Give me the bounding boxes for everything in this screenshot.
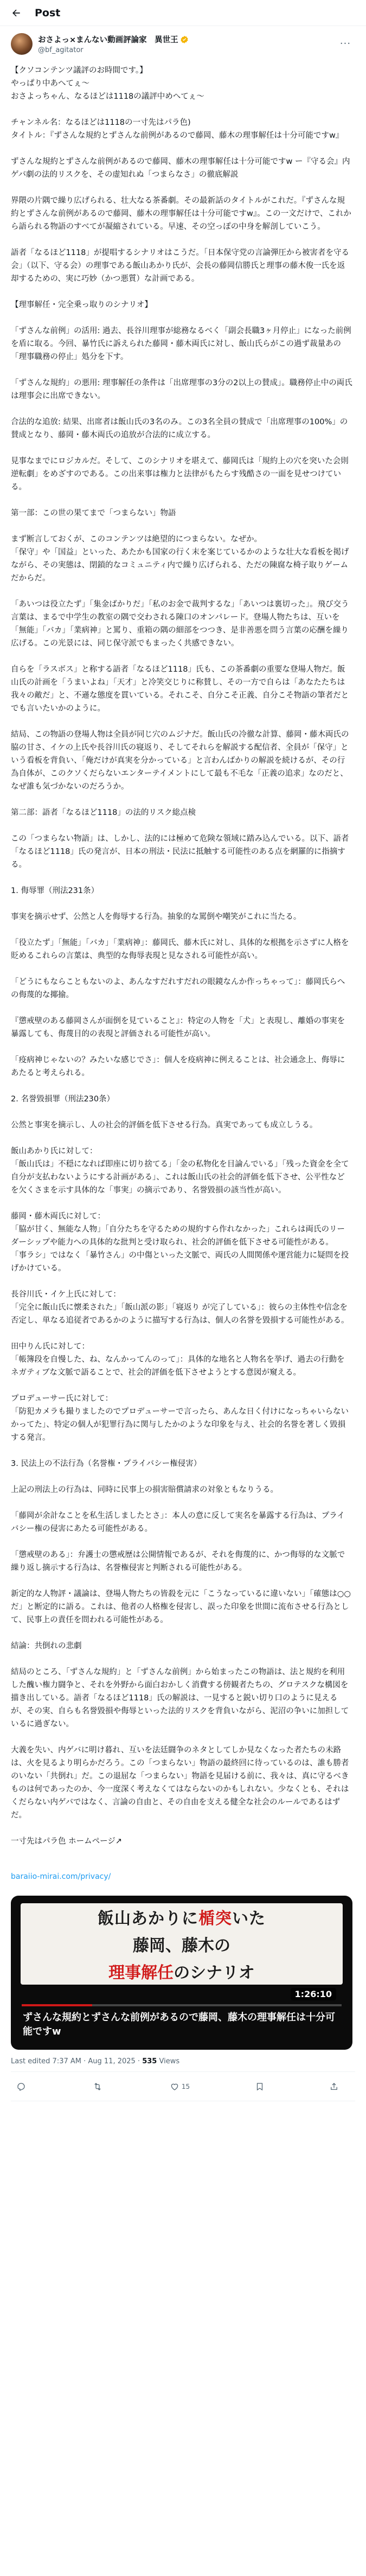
verified-badge-icon [180, 35, 189, 44]
share-button[interactable] [329, 2082, 339, 2092]
repost-icon [93, 2082, 102, 2092]
author-info [38, 34, 189, 54]
video-progress-fill [22, 2004, 92, 2006]
reply-button[interactable] [16, 2082, 28, 2092]
link-section [11, 1871, 352, 1883]
video-thumbnail [21, 1903, 343, 1985]
more-options-icon[interactable]: ··· [339, 37, 351, 49]
thumb-title-part1: 飯山あかりに [98, 1909, 198, 1928]
video-caption: ずさんな規約とずさんな前例があるので藤岡、藤木の理事解任は十分可能ですw [23, 2012, 335, 2037]
divider [11, 2071, 355, 2072]
post-timestamp[interactable]: Last edited 7:37 AM · Aug 11, 2025 · [11, 2057, 143, 2065]
thumb-title-line3a: 理事解任 [108, 1963, 174, 1982]
heart-icon [170, 2082, 179, 2092]
avatar[interactable] [11, 33, 33, 55]
page-title: Post [35, 7, 61, 19]
post-meta [11, 2057, 179, 2065]
repost-button[interactable] [93, 2082, 105, 2092]
arrow-left-icon [11, 8, 22, 18]
author-name[interactable]: おさよっ×まんない動画評論家 異世王 [38, 36, 178, 44]
like-button[interactable] [170, 2082, 190, 2092]
share-icon [329, 2082, 339, 2092]
video-progress-bar[interactable] [22, 2004, 342, 2006]
thumb-title-line2: 藤岡、藤木の [133, 1936, 230, 1955]
video-player[interactable] [11, 1896, 352, 2050]
thumb-title-highlight: 楯突 [198, 1909, 232, 1928]
views-label: Views [157, 2057, 180, 2065]
external-link[interactable]: baraiio-mirai.com/privacy/ [11, 1872, 111, 1881]
thumb-title-line3b: のシナリオ [174, 1963, 255, 1982]
video-duration: 1:26:10 [291, 1988, 336, 2000]
bookmark-button[interactable] [255, 2082, 265, 2092]
thumb-title-part2: いた [232, 1909, 266, 1928]
action-bar [11, 2078, 355, 2095]
top-bar [0, 0, 366, 26]
bookmark-icon [255, 2082, 265, 2092]
reply-icon [16, 2082, 26, 2092]
tweet-text: 【クソコンテンツ議評のお時間です。】 やっぱり中あへてぇ〜 おさよっちゃん、なるほどは1118の議評中めへてぇ〜 チャンネル名：なるほどは1118の一寸先はパラ色) タイトル：『ずさんな規約とずさんな前例があるので藤岡、藤木の理事解任は十分可能ですw』 ずさんな規約とずさんな前例があるので藤岡、藤木の理事解任は十分可能ですw ー『守る会』内ゲバ劇の法的リスクを、その虚知れぬ「つまらなさ」の徹底解説 界隈の片隅で繰り広げられる、壮大なる茶番劇。その最新話のタイトルがこれだ。『ずさんな規約とずさんな前例があるので藤岡、藤木の理事解任は十分可能ですw』。この一文だけで、これから語られる物語のすべてが凝縮されている。早速、その空っぽの中身を解剖していこう。 語者「なるほど1118」が提唱するシナリオはこうだ。「日本保守党の言論弾圧から被害者を守る会」（以下、守る会）の理事である飯山あかり氏が、会長の藤岡信勝氏と理事の藤木俊一氏を返却するための、実に巧妙（かつ悪質）な計画である。 【理事解任・完全乗っ取りのシナリオ】 「ずさんな前例」の活用: 過去、長谷川理事が総務なるべく「副会長職3ヶ月停止」になった前例を盾に取る。今回、暴竹氏に訴えられた藤岡・藤木両氏に対し、飯山氏らがこの過ず裁量あの「理事職務の停止」処分を下す。 「ずさんな規約」の悪用: 理事解任の条件は「出席理事の3分の2以上の賛成」。職務停止中の両氏は理事会に出席できない。 合法的な追放: 結果、出席者は飯山氏の3名のみ。この3名全員の賛成で「出席理事の100%」の賛成となり、藤岡・藤木両氏の追放が合法的に成立する。 見事なまでにロジカルだ。そして、このシナリオを堪えて、藤岡氏は「規約上の穴を突いた会則逆転劇」をめざすのである。この出来事は権力と法律がもたらす残酷さの一面を見せつけている。 第一部：この世の果てまで「つまらない」物語 まず断言しておくが、このコンテンツは絶望的につまらない。なぜか。 「保守」や「国益」といった、あたかも国家の行く末を案じているかのような壮大な看板を掲げながら、その実態は、閉鎖的なコミュニティ内で繰り広げられる、ただの陳腐な椅子取りゲームだからだ。 「あいつは役立たず」「集金ばかりだ」「私のお金で裁判するな」「あいつは裏切った」。飛び交う言葉は、まるで中学生の教室の隅で交わされる陳口のオンパレード。登場人物たちは、互いを「無能」「バカ」「業病神」と罵り、重箱の隅の細部をつつき、是非善悪を問う言葉の応酬を繰り広げる。この光景には、同じ保守派でもまったく共感できない。 自らを「ラスボス」と称する語者「なるほど1118」氏も、この茶番劇の重要な登場人物だ。飯山氏の計画を「うまいよね」「天才」と冷笑交じりに称賛し、その一方で自らは「あなたたちは我々の敵だ」と、不遜な態度を貫いている。それこそ、自分こそ正義、自分こそ物語の筆者だとでも言いたいかのように。 結局、この物語の登場人物は全員が同じ穴のムジナだ。飯山氏の冷徹な計算、藤岡・藤木両氏の脇の甘さ、イケの上氏や長谷川氏の寝返り、そしてそれらを解説する配信者、全員が「保守」という看板を背負い、「俺だけが真実を分かっている」と言わんばかりの解説を続けるが、その行為自体が、このクソくだらないエンターテイメントにして最も不毛な「正義の追求」なのだと、なぜ誰も気づかないのだろうか。 第二部：語者「なるほど1118」の法的リスク総点検 この「つまらない物語」は、しかし、法的には極めて危険な領域に踏み込んでいる。以下、語者「なるほど1118」氏の発言が、日本の刑法・民法に抵触する可能性のある点を網羅的に指摘する。 1. 侮辱罪（刑法231条） 事実を摘示せず、公然と人を侮辱する行為。抽象的な罵倒や嘲笑がこれに当たる。 「役立たず」「無能」「バカ」「業病神」：藤岡氏、藤木氏に対し、具体的な根拠を示さずに人格を貶めるこれらの言葉は、典型的な侮辱表現と見なされる可能性が高い。 「どうにもならこともないのよ、あんなすだれすだれの眼鏡なんか作っちゃって」：藤岡氏らへの侮蔑的な揶揄。 『懲戒壁のある藤岡さんが面倒を見ていること』：特定の人物を「犬」と表現し、離婚の事実を暴露しても、侮蔑目的の表現と評価される可能性が高い。 「疫病神じゃないの？みたいな感じでさ」：個人を疫病神に例えることは、社会通念上、侮辱にあたると考えられる。 2. 名誉毀損罪（刑法230条） 公然と事実を摘示し、人の社会的評価を低下させる行為。真実であっても成立しうる。 飯山あかり氏に対して： 「飯山氏は」不穏になれば即座に切り捨てる」「金の私物化を目論んでいる」「残った資金を全て自分が支払わないようにする計画がある」、これは飯山氏の社会的評価を低下させ、公平性などを欠くさまを示す具体的な「事実」の摘示であり、名誉毀損の該当性が高い。 藤岡・藤木両氏に対して： 「脇が甘く、無能な人物」「自分たちを守るための規約すら作れなかった」これらは両氏のリーダーシップや能力への具体的な批判と受け取られ、社会的評価を低下させる可能性がある。 「事ラシ」ではなく「暴竹さん」の中傷といった文脈で、両氏の人間関係や運営能力に疑問を投げかけている。 長谷川氏・イケ上氏に対して： 「完全に飯山氏に懐柔された」「飯山派の影」「寝返り が完了している」：彼らの主体性や信念を否定し、単なる追従者であるかのように描写する行為は、個人の名誉を毀損する可能性がある。 田中りん氏に対して： 「帳簿段を自慢した、ね、なんかってんのって」：具体的な地名と人物名を挙げ、過去の行動をネガティブな文脈で語ることで、社会的評価を低下させようとする意図が窺える。 プロデューサー氏に対して： 「防犯カメラも撮りましたのでプロデューサーで言ったら、あんな日く付けになっちゃいらないかってた」、特定の個人が犯罪行為に関与したかのような印象を与え、社会的名誉を著しく毀損する発言。 3. 民法上の不法行為（名誉権・プライバシー権侵害） 上記の刑法上の行為は、同時に民事上の損害賠償請求の対象ともなりうる。 「藤岡が余計なことを私生活しましたとさ」：本人の意に反して実名を暴露する行為は、プライバシー権の侵害にあたる可能性がある。 「懲戒壁のある」：弁護士の懲戒歴は公開情報であるが、それを侮蔑的に、かつ侮辱的な文脈で繰り返し摘示する行為は、名誉権侵害と判断される可能性がある。 新定的な人物評・議論は、登場人物たちの皆殺を元に「こうなっているに違いない」「確態は○○だ」と断定的に語る。これは、他者の人格権を侵害し、誤った印象を世間に流布させる行為として、民事上の責任を問われる可能性がある。 結論：共倒れの悲劇 結局のところ、「ずさんな規約」と「ずさんな前例」から始まったこの物語は、法と規約を利用した醜い権力闘争と、それを外野から面白おかしく消費する傍観者たちの、グロテスクな構図を描き出している。語者「なるほど1118」氏の解説は、一見すると鋭い切り口のように見えるが、その実、自らも名誉毀損や侮辱といった法的リスクを背負いながら、泥沼の争いに加担しているに過ぎない。 大義を失い、内ゲバに明け暮れ、互いを法廷闘争のネタとしてしか見なくなった者たちの未路は、火を見るより明らかだろう。この「つまらない」物語の最終回に待っているのは、誰も勝者のいない「共倒れ」だ。この退屈な「つまらない」物語を見届ける前に、我々は、真に守るべきものは何であったのか、今一度深く考えなくてはならないのかもしれない。少なくとも、それはくだらない内ゲバではなく、言論の自由と、その自由を支える健全な社会のルールであるはずだ。 一寸先はパラ色 ホームページ↗ [11, 66, 352, 1846]
like-count: 15 [181, 2083, 190, 2090]
author-row [11, 30, 355, 58]
author-handle[interactable]: @bf_agitator [38, 46, 84, 54]
view-count: 535 [142, 2057, 157, 2065]
back-button[interactable] [8, 4, 25, 22]
